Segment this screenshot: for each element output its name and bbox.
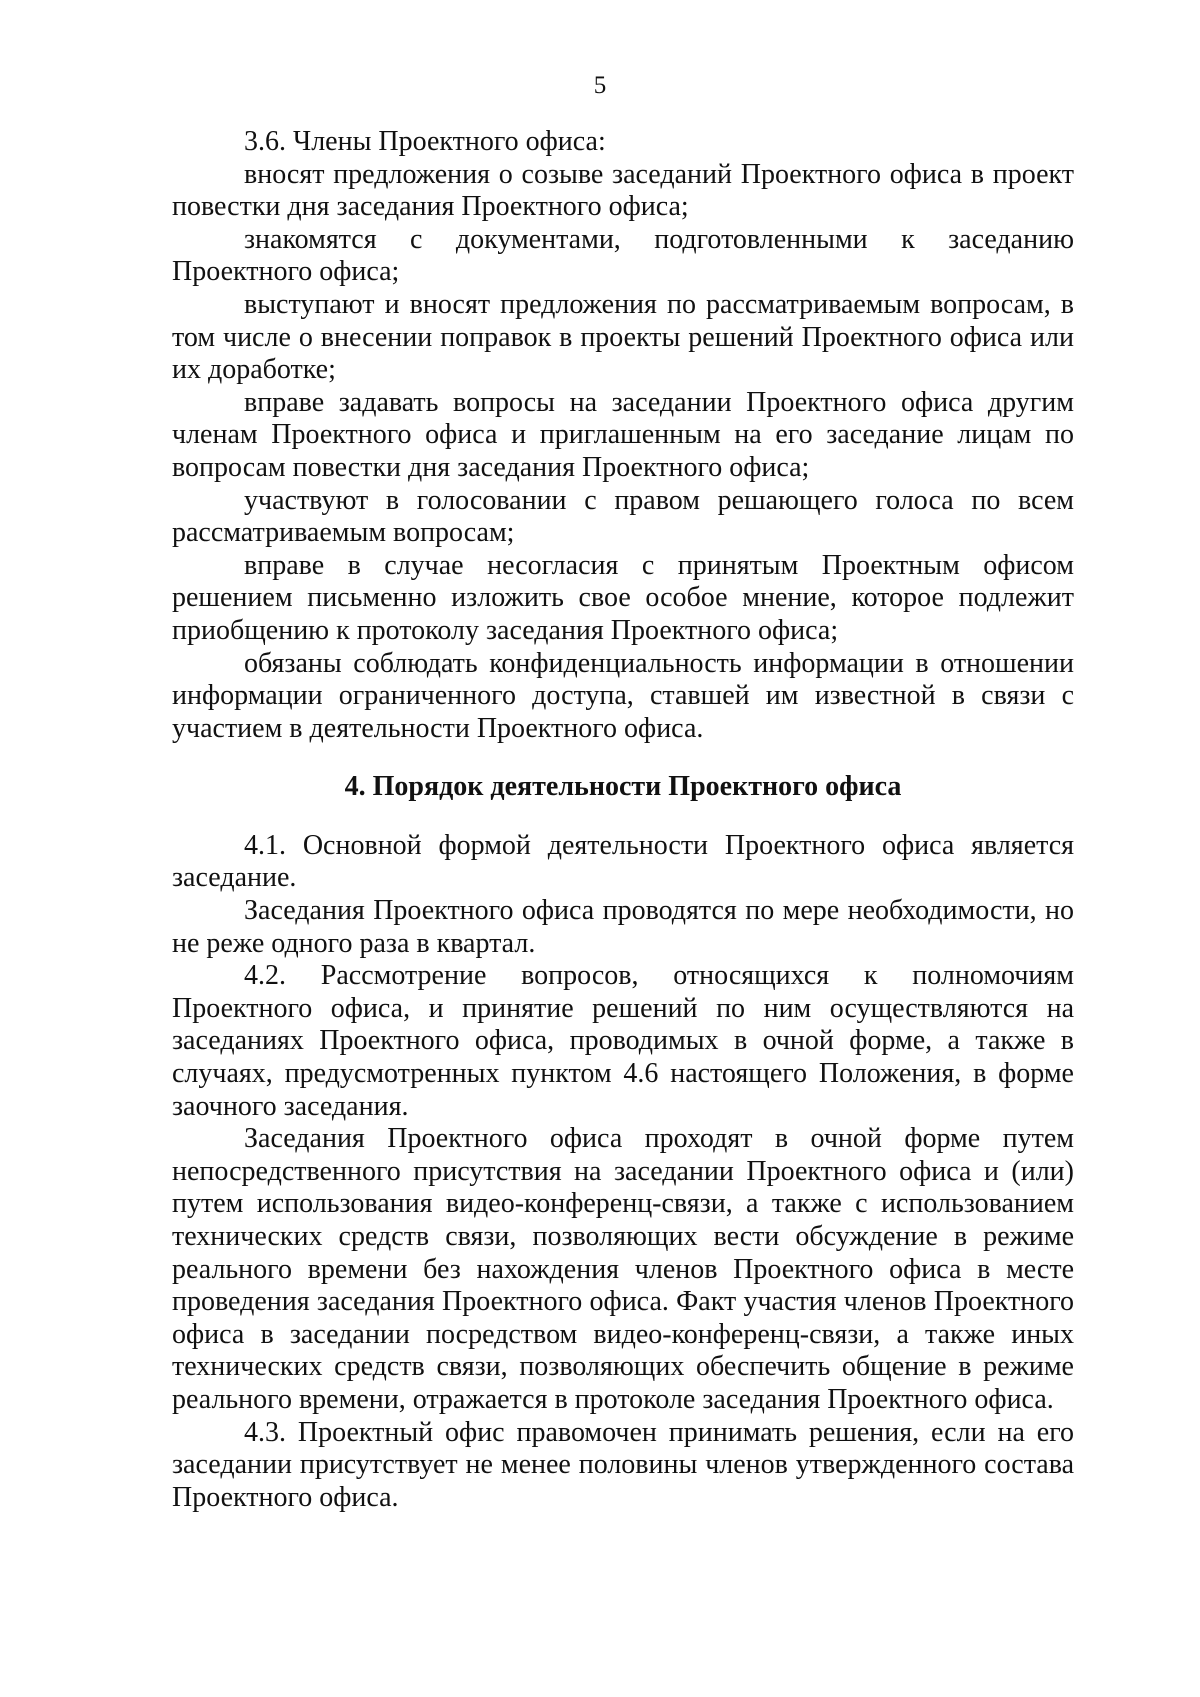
section-4-heading: 4. Порядок деятельности Проектного офиса — [344, 771, 902, 803]
paragraph-confidentiality: обязаны соблюдать конфиденциальность информации в отношении информации ограниченного доступа, ставшей им известной в связи с участием в деятельности Проектного офиса. — [172, 647, 1074, 744]
page-number: 5 — [593, 72, 607, 99]
paragraph-documents: знакомятся с документами, подготовленными к заседанию Проектного офиса; — [172, 223, 1074, 288]
paragraph-in-person-meetings: Заседания Проектного офиса проходят в очной форме путем непосредственного присутствия на заседании Проектного офиса и (или) путем использования видео-конференц-связи, а также с использованием технических средств связи, позволяющих вести обсуждение в режиме реального времени без нахождения членов Проектного офиса в месте проведения заседания Проектного офиса. Факт участия членов Проектного офиса в заседании посредством видео-конференц-связи, а также иных технических средств связи, позволяющих обеспечить общение в режиме реального времени, отражается в протоколе заседания Проектного офиса. — [172, 1123, 1074, 1415]
paragraph-4-1: 4.1. Основной формой деятельности Проектного офиса является заседание. — [172, 829, 1074, 894]
paragraph-meeting-frequency: Заседания Проектного офиса проводятся по мере необходимости, но не реже одного раза в квартал. — [172, 895, 1074, 959]
paragraph-4-2: 4.2. Рассмотрение вопросов, относящихся к полномочиям Проектного офиса, и принятие решений по ним осуществляются на заседаниях Проектного офиса, проводимых в очной форме, а также в случаях, предусмотренных пунктом 4.6 настоящего Положения, в форме заочного заседания. — [172, 960, 1074, 1122]
document-body — [172, 126, 1074, 1514]
paragraph-4-3: 4.3. Проектный офис правомочен принимать решения, если на его заседании присутствует не менее половины членов утвержденного состава Проектного офиса. — [172, 1416, 1074, 1513]
paragraph-voting: участвуют в голосовании с правом решающего голоса по всем рассматриваемым вопросам; — [172, 484, 1074, 549]
paragraph-speak: выступают и вносят предложения по рассматриваемым вопросам, в том числе о внесении поправок в проекты решений Проектного офиса или их доработке; — [172, 288, 1074, 386]
paragraph-dissent: вправе в случае несогласия с принятым Проектным офисом решением письменно изложить свое особое мнение, которое подлежит приобщению к протоколу заседания Проектного офиса; — [172, 549, 1074, 646]
paragraph-questions: вправе задавать вопросы на заседании Проектного офиса другим членам Проектного офиса и приглашенным на его заседание лицам по вопросам повестки дня заседания Проектного офиса; — [172, 386, 1074, 483]
paragraph-proposals: вносят предложения о созыве заседаний Проектного офиса в проект повестки дня заседания Проектного офиса; — [172, 158, 1074, 223]
paragraph-3-6: 3.6. Члены Проектного офиса: — [244, 126, 606, 157]
